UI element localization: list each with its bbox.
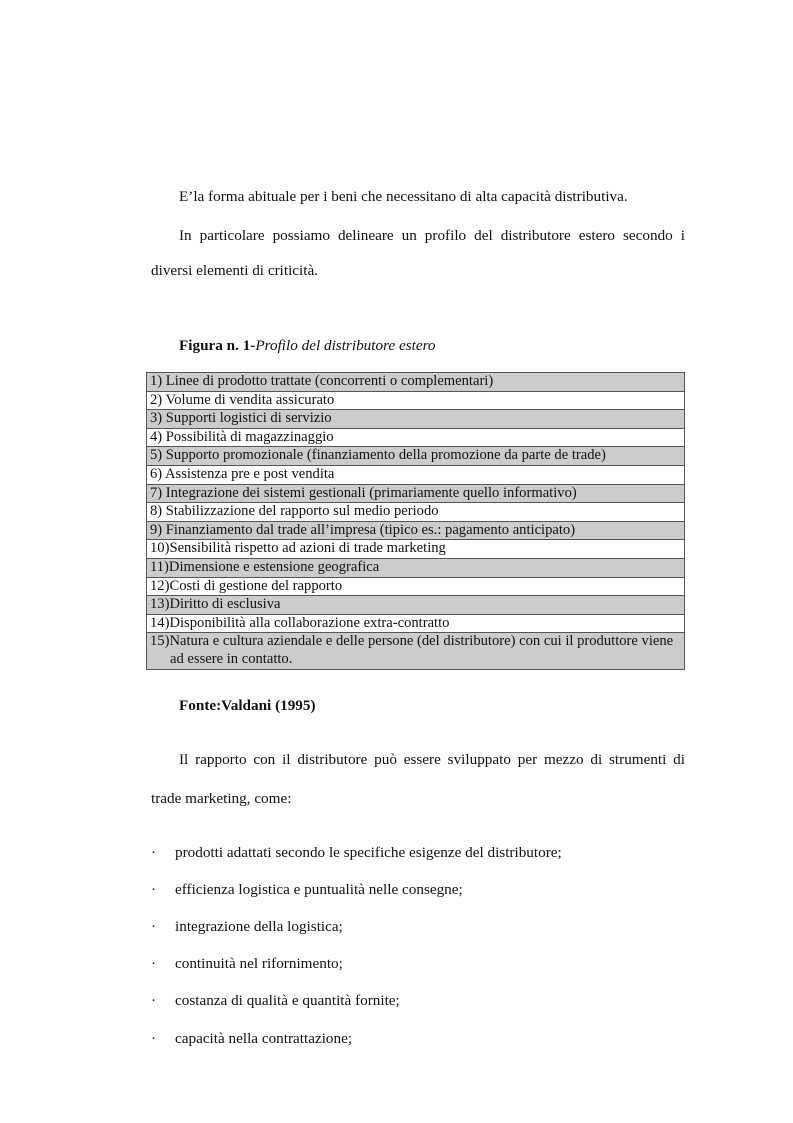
bullet-icon: ·	[151, 881, 157, 898]
table-row	[147, 465, 685, 484]
table-row	[147, 391, 685, 410]
list-item	[151, 917, 343, 937]
table-row	[147, 428, 685, 447]
table-cell: 5) Supporto promozionale (finanziamento della promozione da parte de trade)	[147, 447, 685, 466]
table-row	[147, 503, 685, 522]
bullet-icon: ·	[151, 918, 157, 935]
table-cell-text: 15)Natura e cultura aziendale e delle persone (del distributore) con cui il produttore viene ad essere in contatto.	[150, 633, 674, 667]
figure-title: Profilo del distributore estero	[255, 337, 436, 354]
table-row	[147, 447, 685, 466]
list-item	[151, 880, 463, 900]
bullet-icon: ·	[151, 1030, 157, 1047]
table-cell: 8) Stabilizzazione del rapporto sul medio periodo	[147, 503, 685, 522]
table-row	[147, 410, 685, 429]
body-paragraph-line-2: trade marketing, come:	[151, 790, 292, 807]
list-item-text: efficienza logistica e puntualità nelle consegne;	[175, 881, 463, 898]
list-item-text: prodotti adattati secondo le specifiche esigenze del distributore;	[175, 844, 562, 861]
table-cell: 13)Diritto di esclusiva	[147, 596, 685, 615]
intro-paragraph-1: E’la forma abituale per i beni che necessitano di alta capacità distributiva.	[179, 188, 628, 205]
table-row	[147, 596, 685, 615]
distributor-profile-table	[146, 372, 685, 670]
table-cell: 12)Costi di gestione del rapporto	[147, 577, 685, 596]
intro-paragraph-2-line-1: In particolare possiamo delineare un profilo del distributore estero secondo i	[179, 227, 685, 244]
intro-paragraph-2-line-2: diversi elementi di criticità.	[151, 262, 319, 279]
list-item	[151, 991, 400, 1011]
table-cell: 4) Possibilità di magazzinaggio	[147, 428, 685, 447]
figure-caption	[179, 336, 436, 356]
list-item-text: capacità nella contrattazione;	[175, 1030, 353, 1047]
table-cell	[147, 633, 685, 669]
list-item	[151, 843, 562, 863]
table-row	[147, 633, 685, 669]
figure-source: Fonte:Valdani (1995)	[179, 697, 316, 714]
table-row	[147, 540, 685, 559]
list-item-text: integrazione della logistica;	[175, 918, 343, 935]
list-item	[151, 954, 343, 974]
body-paragraph-line-1: Il rapporto con il distributore può essere sviluppato per mezzo di strumenti di	[179, 751, 685, 768]
list-item	[151, 1029, 352, 1049]
table-cell: 9) Finanziamento dal trade all’impresa (tipico es.: pagamento anticipato)	[147, 521, 685, 540]
bullet-icon: ·	[151, 844, 157, 861]
table-cell: 3) Supporti logistici di servizio	[147, 410, 685, 429]
table-row	[147, 614, 685, 633]
list-item-text: continuità nel rifornimento;	[175, 955, 343, 972]
figure-label: Figura n. 1-	[179, 337, 256, 354]
table-row	[147, 521, 685, 540]
table-cell: 11)Dimensione e estensione geografica	[147, 558, 685, 577]
list-item-text: costanza di qualità e quantità fornite;	[175, 992, 400, 1009]
table-cell: 14)Disponibilità alla collaborazione extra-contratto	[147, 614, 685, 633]
table-row	[147, 577, 685, 596]
table-cell: 1) Linee di prodotto trattate (concorrenti o complementari)	[147, 373, 685, 392]
table-row	[147, 484, 685, 503]
table-cell: 2) Volume di vendita assicurato	[147, 391, 685, 410]
bullet-icon: ·	[151, 955, 157, 972]
table-row	[147, 373, 685, 392]
table-row	[147, 558, 685, 577]
table-cell: 6) Assistenza pre e post vendita	[147, 465, 685, 484]
table-cell: 10)Sensibilità rispetto ad azioni di trade marketing	[147, 540, 685, 559]
table-cell: 7) Integrazione dei sistemi gestionali (primariamente quello informativo)	[147, 484, 685, 503]
bullet-icon: ·	[151, 992, 157, 1009]
